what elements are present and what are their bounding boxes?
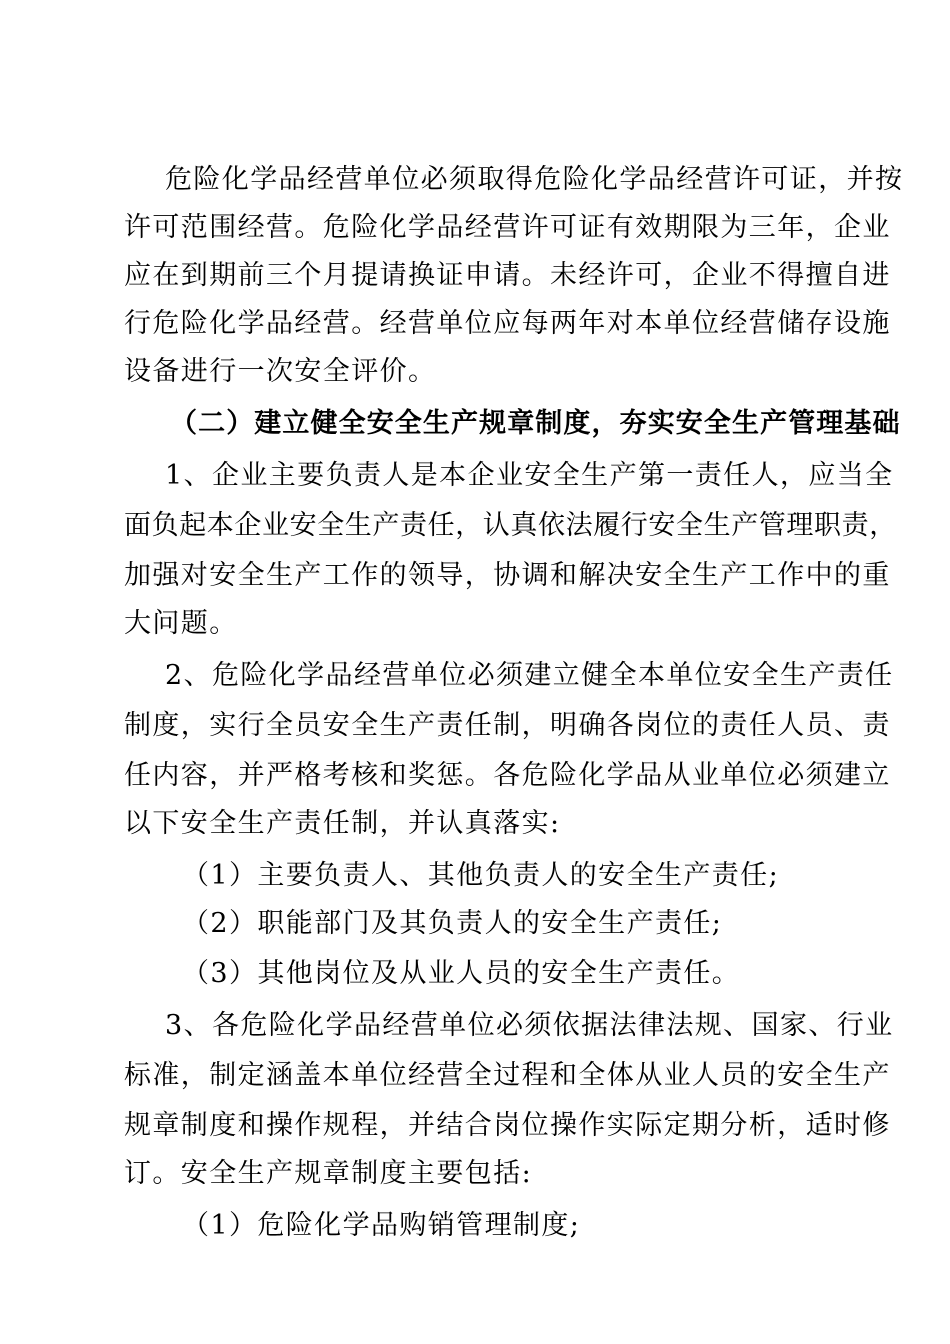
paragraph-line: 设备进行一次安全评价。: [124, 356, 437, 387]
paragraph-line: 3、各危险化学品经营单位必须依据法律法规、国家、行业: [165, 1010, 894, 1041]
paragraph-line: 规章制度和操作规程，并结合岗位操作实际定期分析，适时修: [124, 1110, 891, 1141]
paragraph-line: 制度，实行全员安全生产责任制，明确各岗位的责任人员、责: [124, 710, 891, 741]
paragraph-line: 1、企业主要负责人是本企业安全生产第一责任人，应当全: [165, 460, 894, 491]
section-heading: （二）建立健全安全生产规章制度，夯实安全生产管理基础: [170, 408, 901, 439]
list-item: （1）主要负责人、其他负责人的安全生产责任;: [182, 860, 780, 891]
paragraph-line: 许可范围经营。危险化学品经营许可证有效期限为三年，企业: [124, 212, 891, 243]
list-item: （1）危险化学品购销管理制度;: [182, 1210, 581, 1241]
paragraph-line: 应在到期前三个月提请换证申请。未经许可，企业不得擅自进: [124, 260, 891, 291]
list-item: （3）其他岗位及从业人员的安全生产责任。: [182, 958, 741, 989]
list-item: （2）职能部门及其负责人的安全生产责任;: [182, 908, 723, 939]
paragraph-line: 以下安全生产责任制，并认真落实:: [124, 808, 561, 839]
paragraph-line: 行危险化学品经营。经营单位应每两年对本单位经营储存设施: [124, 308, 891, 339]
paragraph-line: 危险化学品经营单位必须取得危险化学品经营许可证，并按: [165, 164, 904, 195]
paragraph-line: 订。安全生产规章制度主要包括:: [124, 1158, 533, 1189]
paragraph-line: 2、危险化学品经营单位必须建立健全本单位安全生产责任: [165, 660, 894, 691]
paragraph-line: 任内容，并严格考核和奖惩。各危险化学品从业单位必须建立: [124, 760, 891, 791]
paragraph-line: 大问题。: [124, 608, 238, 639]
paragraph-line: 加强对安全生产工作的领导，协调和解决安全生产工作中的重: [124, 560, 891, 591]
paragraph-line: 标准，制定涵盖本单位经营全过程和全体从业人员的安全生产: [124, 1060, 891, 1091]
paragraph-line: 面负起本企业安全生产责任，认真依法履行安全生产管理职责，: [124, 510, 897, 541]
